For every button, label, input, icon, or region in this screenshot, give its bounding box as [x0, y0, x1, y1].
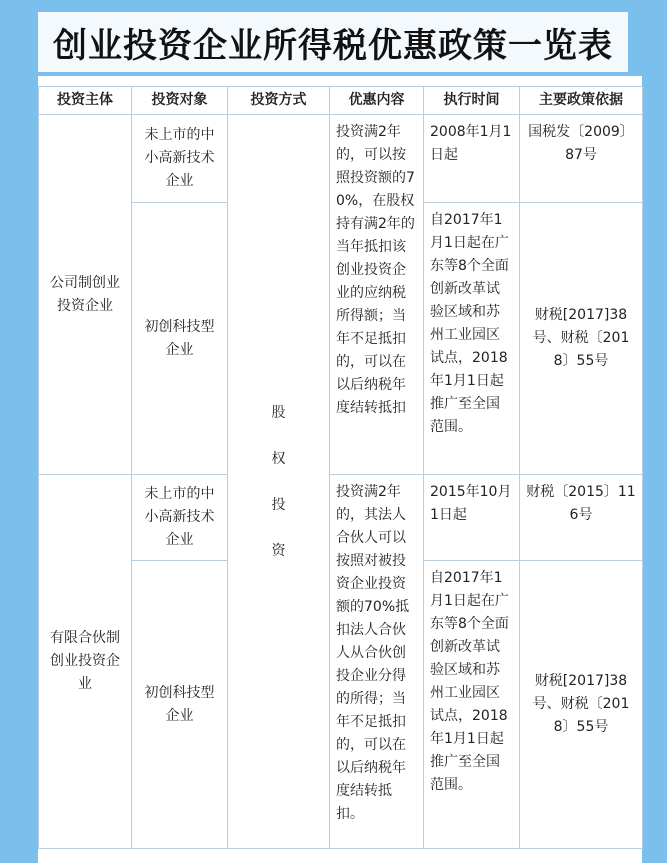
policy-table [38, 86, 643, 849]
table-header-row [39, 87, 643, 115]
cell-time: 2015年10月1日起 [424, 475, 520, 561]
method-char: 权 [271, 450, 286, 467]
header-investment-subject: 投资主体 [39, 87, 132, 115]
method-char: 股 [271, 404, 286, 421]
cell-target: 初创科技型企业 [132, 203, 228, 475]
method-char: 资 [271, 542, 286, 559]
title-banner [38, 12, 628, 72]
header-investment-target: 投资对象 [132, 87, 228, 115]
cell-time: 2008年1月1日起 [424, 115, 520, 203]
header-investment-method: 投资方式 [228, 87, 330, 115]
table-row [39, 475, 643, 561]
policy-sheet [38, 76, 642, 863]
method-char: 投 [271, 496, 286, 513]
cell-benefit: 投资满2年的，其法人合伙人可以按照对被投资企业投资额的70%抵扣法人合伙人从合伙创投企业分得的所得；当年不足抵扣的，可以在以后纳税年度结转抵扣。 [330, 475, 424, 849]
header-benefit-content: 优惠内容 [330, 87, 424, 115]
cell-time: 自2017年1月1日起在广东等8个全面创新改革试验区域和苏州工业园区试点，2018年1月1日起推广至全国范围。 [424, 561, 520, 849]
cell-basis: 财税〔2015〕116号 [520, 475, 643, 561]
cell-target: 未上市的中小高新技术企业 [132, 115, 228, 203]
cell-basis: 国税发〔2009〕87号 [520, 115, 643, 203]
cell-subject: 有限合伙制创业投资企业 [39, 475, 132, 849]
cell-basis: 财税[2017]38号、财税〔2018〕55号 [520, 203, 643, 475]
cell-time: 自2017年1月1日起在广东等8个全面创新改革试验区域和苏州工业园区试点，2018年1月1日起推广至全国范围。 [424, 203, 520, 475]
table-row [39, 115, 643, 203]
cell-basis: 财税[2017]38号、财税〔2018〕55号 [520, 561, 643, 849]
cell-target: 初创科技型企业 [132, 561, 228, 849]
cell-target: 未上市的中小高新技术企业 [132, 475, 228, 561]
cell-subject: 公司制创业投资企业 [39, 115, 132, 475]
cell-investment-method [228, 115, 330, 849]
header-effective-time: 执行时间 [424, 87, 520, 115]
header-policy-basis: 主要政策依据 [520, 87, 643, 115]
cell-benefit: 投资满2年的，可以按照投资额的70%，在股权持有满2年的当年抵扣该创业投资企业的应纳税所得额；当年不足抵扣的，可以在以后纳税年度结转抵扣 [330, 115, 424, 475]
page-title: 创业投资企业所得税优惠政策一览表 [53, 25, 613, 66]
